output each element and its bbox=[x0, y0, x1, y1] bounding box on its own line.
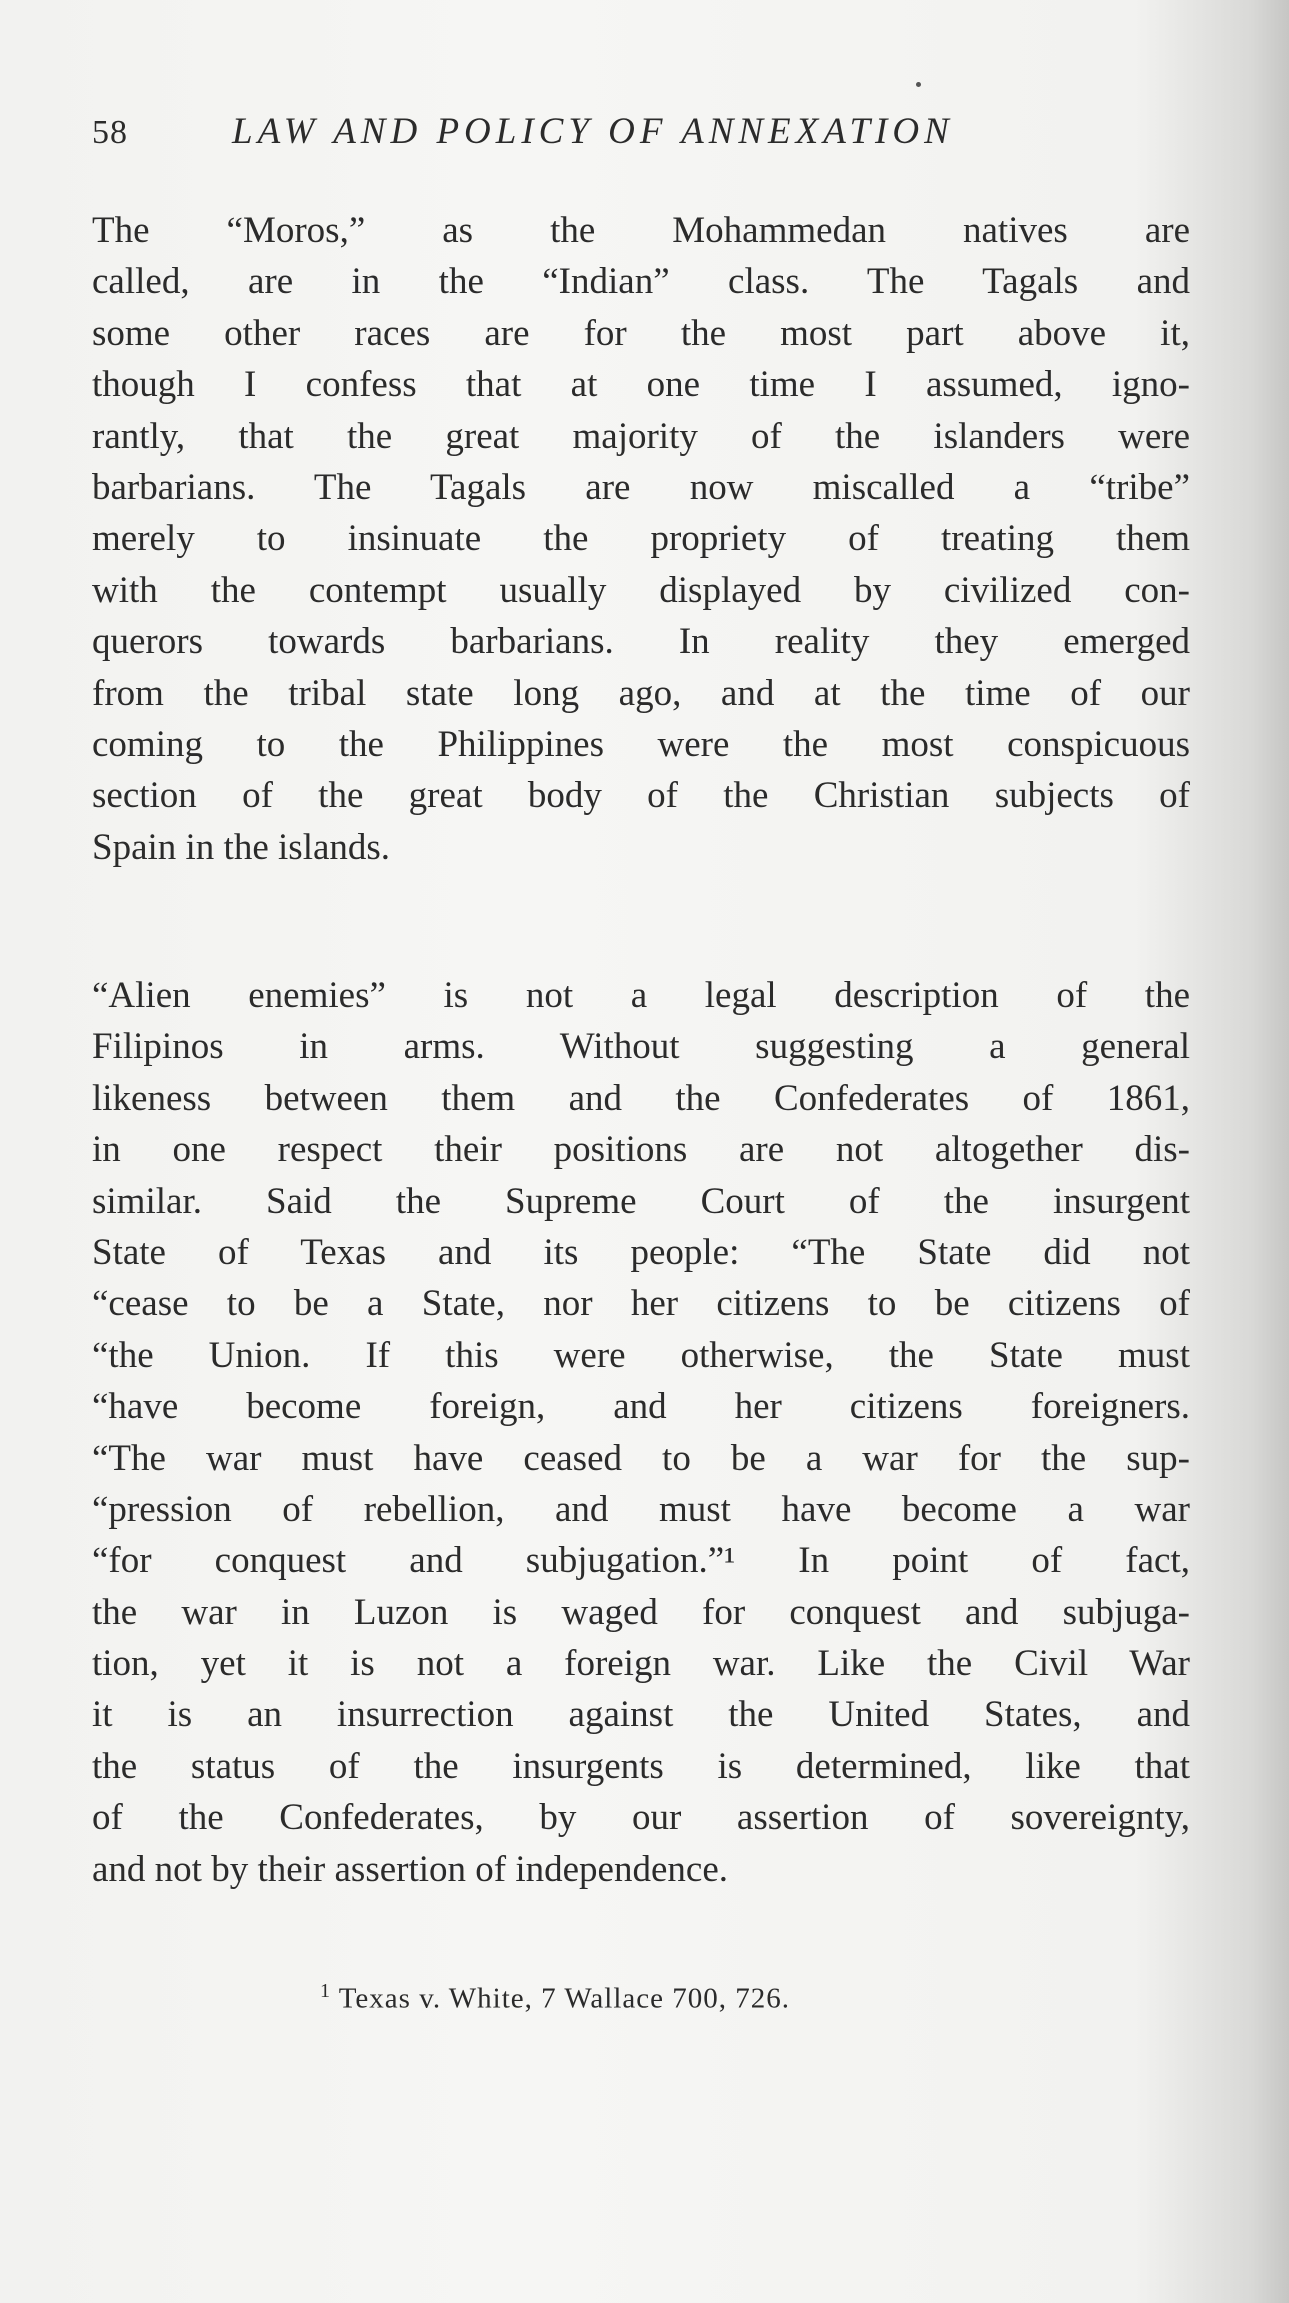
text-line: “Alien enemies” is not a legal description of the bbox=[92, 975, 1190, 1016]
text-line: tion, yet it is not a foreign war. Like the Civil War bbox=[92, 1643, 1190, 1685]
text-line: it is an insurrection against the United States, and bbox=[92, 1694, 1190, 1736]
text-line: “have become foreign, and her citizens foreigners. bbox=[92, 1386, 1190, 1428]
footnote bbox=[320, 1980, 1020, 2016]
text-line: “cease to be a State, nor her citizens to be citizens of bbox=[92, 1283, 1190, 1325]
running-head bbox=[92, 110, 1192, 160]
text-line: State of Texas and its people: “The State did not bbox=[92, 1231, 1190, 1273]
footnote-text: Texas v. White, 7 Wallace 700, 726. bbox=[338, 1982, 791, 2015]
text-line: rantly, that the great majority of the islanders were bbox=[92, 415, 1190, 457]
text-line: and not by their assertion of independence. bbox=[92, 1848, 728, 1890]
text-line: the war in Luzon is waged for conquest and subjuga- bbox=[92, 1591, 1190, 1633]
text-line: barbarians. The Tagals are now miscalled a “tribe” bbox=[92, 466, 1190, 508]
text-line: merely to insinuate the propriety of treating them bbox=[92, 518, 1190, 560]
text-line: Spain in the islands. bbox=[92, 826, 391, 868]
text-line: in one respect their positions are not altogether dis- bbox=[92, 1129, 1190, 1171]
text-line: some other races are for the most part above it, bbox=[92, 312, 1190, 354]
text-line: similar. Said the Supreme Court of the insurgent bbox=[92, 1180, 1190, 1222]
text-line: likeness between them and the Confederates of 1861, bbox=[92, 1077, 1190, 1119]
text-line: coming to the Philippines were the most conspicuous bbox=[92, 723, 1190, 765]
paragraph-alien-enemies bbox=[92, 970, 1190, 1895]
text-line: querors towards barbarians. In reality they emerged bbox=[92, 621, 1190, 663]
text-line: “The war must have ceased to be a war for the sup- bbox=[92, 1437, 1190, 1479]
text-line: from the tribal state long ago, and at the time of our bbox=[92, 672, 1190, 714]
print-speck bbox=[916, 82, 921, 87]
footnote-marker: 1 bbox=[320, 1980, 331, 2002]
text-line: “the Union. If this were otherwise, the State must bbox=[92, 1334, 1190, 1376]
text-line: called, are in the “Indian” class. The Tagals and bbox=[92, 261, 1190, 303]
page-number: 58 bbox=[92, 114, 128, 151]
text-line: “for conquest and subjugation.”¹ In point of fact, bbox=[92, 1540, 1190, 1582]
text-line: section of the great body of the Christian subjects of bbox=[92, 775, 1190, 817]
text-line: though I confess that at one time I assumed, igno- bbox=[92, 364, 1190, 406]
text-line: of the Confederates, by our assertion of sovereignty, bbox=[92, 1797, 1190, 1839]
text-line: “pression of rebellion, and must have become a war bbox=[92, 1488, 1190, 1530]
paragraph-moros bbox=[92, 205, 1190, 873]
text-line: Filipinos in arms. Without suggesting a general bbox=[92, 1026, 1190, 1068]
text-line: the status of the insurgents is determined, like that bbox=[92, 1745, 1190, 1787]
text-line: with the contempt usually displayed by civilized con- bbox=[92, 569, 1190, 611]
text-line: The “Moros,” as the Mohammedan natives are bbox=[92, 210, 1190, 251]
running-title: LAW AND POLICY OF ANNEXATION bbox=[232, 111, 954, 152]
